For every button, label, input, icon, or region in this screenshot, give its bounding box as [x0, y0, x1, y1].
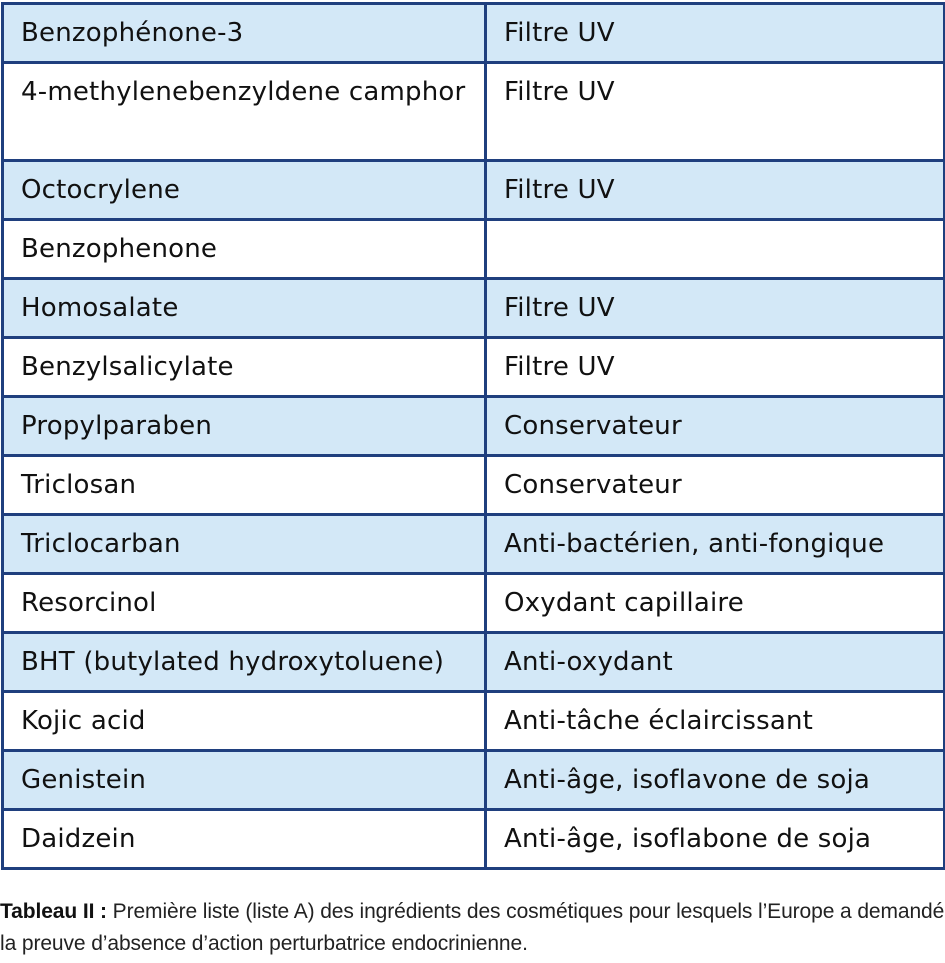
ingredient-function: Anti-âge, isoflavone de soja — [504, 765, 871, 795]
caption-text: Première liste (liste A) des ingrédients des cosmétiques pour lesquels l’Europe a demandé la preuve d’absence d’action perturbatrice endocrinienne. — [0, 900, 945, 955]
ingredient-cell — [3, 279, 486, 338]
ingredient-function: Oxydant capillaire — [504, 588, 744, 618]
function-cell — [486, 63, 945, 161]
ingredient-name: Benzophenone — [21, 234, 218, 264]
table-row — [3, 574, 945, 633]
table-row — [3, 397, 945, 456]
ingredient-function: Filtre UV — [504, 293, 615, 323]
ingredient-function — [504, 221, 943, 237]
ingredient-cell — [3, 161, 486, 220]
ingredient-cell — [3, 574, 486, 633]
table-row — [3, 279, 945, 338]
ingredient-name: Homosalate — [21, 293, 179, 323]
table-row — [3, 4, 945, 63]
table-row — [3, 810, 945, 869]
function-cell — [486, 279, 945, 338]
ingredient-name: Kojic acid — [21, 706, 146, 736]
ingredient-cell — [3, 4, 486, 63]
ingredient-function: Anti-oxydant — [504, 647, 673, 677]
ingredient-name: Genistein — [21, 765, 147, 795]
ingredient-cell — [3, 751, 486, 810]
ingredient-cell — [3, 456, 486, 515]
ingredient-name: Benzophénone-3 — [21, 18, 244, 48]
table-row — [3, 338, 945, 397]
ingredient-cell — [3, 633, 486, 692]
function-cell — [486, 338, 945, 397]
ingredients-table — [1, 2, 945, 870]
table-caption — [0, 896, 945, 960]
ingredient-function: Filtre UV — [504, 77, 615, 107]
table-row — [3, 63, 945, 161]
ingredient-function: Conservateur — [504, 411, 682, 441]
ingredient-function: Filtre UV — [504, 175, 615, 205]
table-row — [3, 751, 945, 810]
ingredient-cell — [3, 692, 486, 751]
function-cell — [486, 456, 945, 515]
ingredient-name: Propylparaben — [21, 411, 212, 441]
ingredient-function: Conservateur — [504, 470, 682, 500]
function-cell — [486, 161, 945, 220]
ingredient-name: BHT (butylated hydroxytoluene) — [21, 647, 445, 677]
ingredient-cell — [3, 63, 486, 161]
ingredient-name: Resorcinol — [21, 588, 157, 618]
ingredient-cell — [3, 220, 486, 279]
ingredient-cell — [3, 515, 486, 574]
table-row — [3, 220, 945, 279]
ingredient-function: Anti-bactérien, anti-fongique — [504, 529, 885, 559]
ingredient-cell — [3, 397, 486, 456]
ingredients-table-container — [1, 2, 943, 870]
table-row — [3, 161, 945, 220]
ingredient-name: 4-methylenebenzyldene camphor — [21, 77, 466, 107]
ingredient-cell — [3, 338, 486, 397]
table-row — [3, 515, 945, 574]
ingredient-function: Anti-tâche éclaircissant — [504, 706, 814, 736]
function-cell — [486, 220, 945, 279]
function-cell — [486, 810, 945, 869]
table-row — [3, 633, 945, 692]
function-cell — [486, 515, 945, 574]
ingredient-name: Triclocarban — [21, 529, 181, 559]
table-row — [3, 456, 945, 515]
ingredient-name: Triclosan — [21, 470, 137, 500]
function-cell — [486, 397, 945, 456]
ingredient-name: Benzylsalicylate — [21, 352, 234, 382]
function-cell — [486, 4, 945, 63]
ingredient-cell — [3, 810, 486, 869]
caption-label: Tableau II : — [0, 900, 107, 923]
ingredient-name: Octocrylene — [21, 175, 181, 205]
function-cell — [486, 574, 945, 633]
ingredient-function: Filtre UV — [504, 352, 615, 382]
table-row — [3, 692, 945, 751]
ingredient-name: Daidzein — [21, 824, 136, 854]
function-cell — [486, 751, 945, 810]
function-cell — [486, 633, 945, 692]
ingredient-function: Filtre UV — [504, 18, 615, 48]
ingredient-function: Anti-âge, isoflabone de soja — [504, 824, 872, 854]
function-cell — [486, 692, 945, 751]
